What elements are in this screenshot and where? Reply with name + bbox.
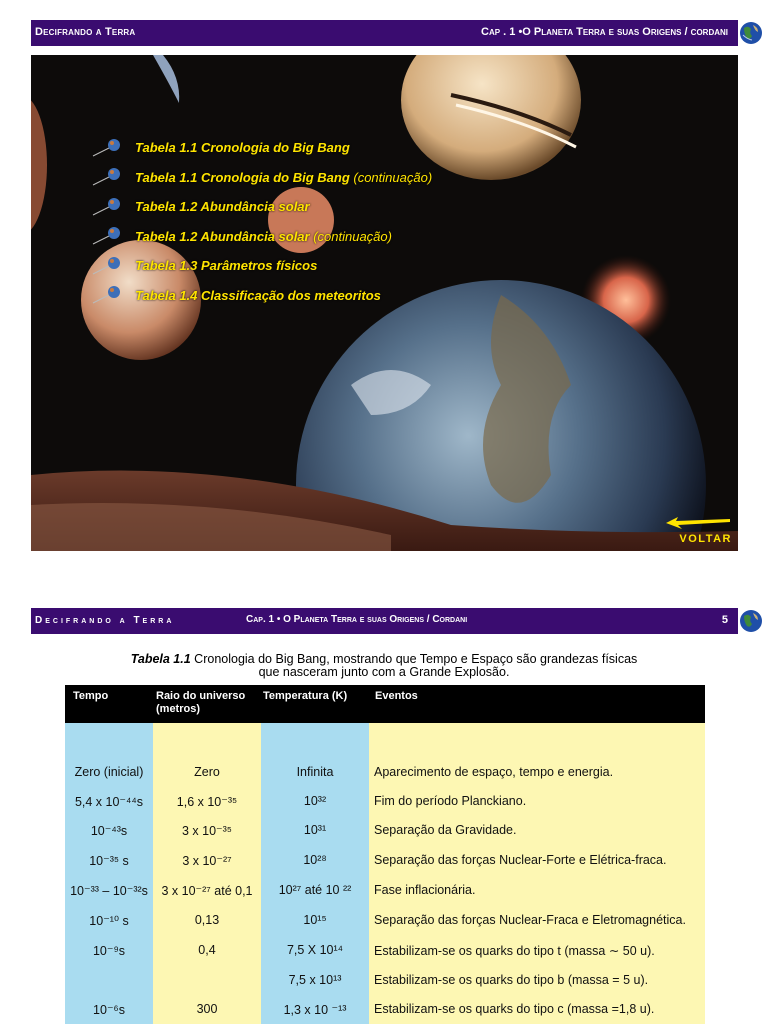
caption-title: Tabela 1.1 bbox=[130, 652, 191, 666]
table-row bbox=[65, 757, 705, 787]
menu-item-tabela-1-2[interactable] bbox=[91, 192, 432, 222]
globe-icon bbox=[738, 608, 764, 634]
table-row bbox=[65, 965, 705, 995]
menu-label: Tabela 1.4 Classificação dos meteoritos bbox=[135, 287, 381, 303]
cell-tempo: 10⁻⁹s bbox=[92, 944, 126, 958]
cell-raio: 3 x 10⁻³⁵ bbox=[182, 824, 232, 838]
cell-temperatura: 7,5 x 10¹³ bbox=[288, 973, 342, 987]
book-title: Decifrando a Terra bbox=[35, 26, 136, 38]
cell-tempo: 10⁻³³ – 10⁻³²s bbox=[70, 884, 148, 898]
globe-icon bbox=[738, 20, 764, 46]
header-bar-page bbox=[31, 608, 738, 634]
menu-label: Tabela 1.3 Parâmetros físicos bbox=[135, 258, 318, 274]
table-row bbox=[65, 875, 705, 905]
cell-tempo: Zero (inicial) bbox=[74, 765, 144, 779]
arrow-left-icon bbox=[664, 513, 734, 535]
header-tempo: Tempo bbox=[73, 690, 109, 702]
menu-label: Tabela 1.2 Abundância solar bbox=[135, 228, 310, 244]
pin-icon bbox=[91, 136, 131, 160]
cell-raio: Zero bbox=[194, 765, 220, 779]
header-bar-top bbox=[31, 20, 738, 46]
header-eventos: Eventos bbox=[375, 690, 418, 702]
cell-raio: 300 bbox=[196, 1002, 218, 1016]
cell-tempo: 10⁻³⁵ s bbox=[89, 854, 129, 868]
cell-temperatura: 1,3 x 10 ⁻¹³ bbox=[283, 1003, 347, 1017]
cell-raio: 0,13 bbox=[194, 913, 220, 927]
cell-temperatura: 10³² bbox=[303, 794, 327, 808]
menu-item-tabela-1-3[interactable] bbox=[91, 251, 432, 281]
menu-item-tabela-1-1-cont[interactable] bbox=[91, 163, 432, 193]
page-number: 5 bbox=[721, 614, 728, 626]
chapter-title: Cap. 1 • O Planeta Terra e suas Origens / Cordani bbox=[246, 614, 468, 625]
table-caption bbox=[0, 653, 768, 679]
cell-temperatura: 10¹⁵ bbox=[303, 913, 327, 927]
pin-icon bbox=[91, 224, 131, 248]
cell-tempo: 5,4 x 10⁻⁴⁴s bbox=[74, 795, 144, 809]
cell-evento: Fim do período Planckiano. bbox=[374, 794, 527, 808]
voltar-label: VOLTAR bbox=[679, 533, 732, 545]
menu-item-tabela-1-2-cont[interactable] bbox=[91, 222, 432, 252]
book-title: Decifrando a Terra bbox=[35, 615, 175, 626]
table-header bbox=[65, 685, 705, 723]
table-row bbox=[65, 994, 705, 1024]
menu-suffix: (continuação) bbox=[349, 169, 433, 185]
menu-item-tabela-1-1[interactable] bbox=[91, 133, 432, 163]
chapter-title: Cap . 1 •O Planeta Terra e suas Origens / cordani bbox=[481, 26, 728, 38]
cell-temperatura: 7,5 X 10¹⁴ bbox=[286, 943, 344, 957]
cover-image bbox=[31, 55, 738, 551]
cell-evento: Estabilizam-se os quarks do tipo t (massa ∼ 50 u). bbox=[374, 944, 655, 958]
cell-raio: 0,4 bbox=[198, 943, 216, 957]
pin-icon bbox=[91, 283, 131, 307]
table-row bbox=[65, 786, 705, 816]
cell-evento: Aparecimento de espaço, tempo e energia. bbox=[374, 765, 614, 779]
cell-evento: Estabilizam-se os quarks do tipo c (massa =1,8 u). bbox=[374, 1002, 655, 1016]
cell-evento: Estabilizam-se os quarks do tipo b (massa = 5 u). bbox=[374, 973, 649, 987]
header-temperatura: Temperatura (K) bbox=[263, 690, 348, 702]
cell-evento: Fase inflacionária. bbox=[374, 883, 476, 897]
cell-tempo: 10⁻¹⁰ s bbox=[89, 914, 129, 928]
cell-temperatura: Infinita bbox=[296, 765, 334, 779]
table-menu bbox=[91, 133, 432, 310]
pin-icon bbox=[91, 195, 131, 219]
menu-label: Tabela 1.1 Cronologia do Big Bang bbox=[135, 169, 350, 185]
table-row bbox=[65, 905, 705, 935]
cell-evento: Separação da Gravidade. bbox=[374, 823, 517, 837]
cell-tempo: 10⁻⁴³s bbox=[90, 824, 128, 838]
voltar-button[interactable] bbox=[664, 513, 734, 545]
menu-label: Tabela 1.2 Abundância solar bbox=[135, 199, 310, 215]
cell-evento: Separação das forças Nuclear-Fraca e Eletromagnética. bbox=[374, 913, 686, 927]
cell-evento: Separação das forças Nuclear-Forte e Elétrica-fraca. bbox=[374, 853, 667, 867]
menu-item-tabela-1-4[interactable] bbox=[91, 281, 432, 311]
table-row bbox=[65, 815, 705, 845]
cell-temperatura: 10²⁷ até 10 ²² bbox=[278, 883, 352, 897]
header-raio: Raio do universo (metros) bbox=[156, 690, 246, 715]
cell-raio: 1,6 x 10⁻³⁵ bbox=[176, 795, 238, 809]
menu-label: Tabela 1.1 Cronologia do Big Bang bbox=[135, 140, 350, 156]
pin-icon bbox=[91, 165, 131, 189]
menu-suffix: (continuação) bbox=[309, 228, 392, 244]
cell-temperatura: 10²⁸ bbox=[303, 853, 327, 867]
chronology-table bbox=[65, 685, 705, 1024]
cell-raio: 3 x 10⁻²⁷ bbox=[182, 854, 232, 868]
caption-line2: que nasceram junto com a Grande Explosão. bbox=[258, 665, 510, 679]
table-row bbox=[65, 845, 705, 875]
cell-raio: 3 x 10⁻²⁷ até 0,1 bbox=[161, 884, 253, 898]
caption-text: Cronologia do Big Bang, mostrando que Tempo e Espaço são grandezas físicas bbox=[190, 652, 638, 666]
table-row bbox=[65, 935, 705, 965]
pin-icon bbox=[91, 254, 131, 278]
cell-tempo: 10⁻⁶s bbox=[93, 1003, 125, 1017]
cell-temperatura: 10³¹ bbox=[303, 823, 327, 837]
